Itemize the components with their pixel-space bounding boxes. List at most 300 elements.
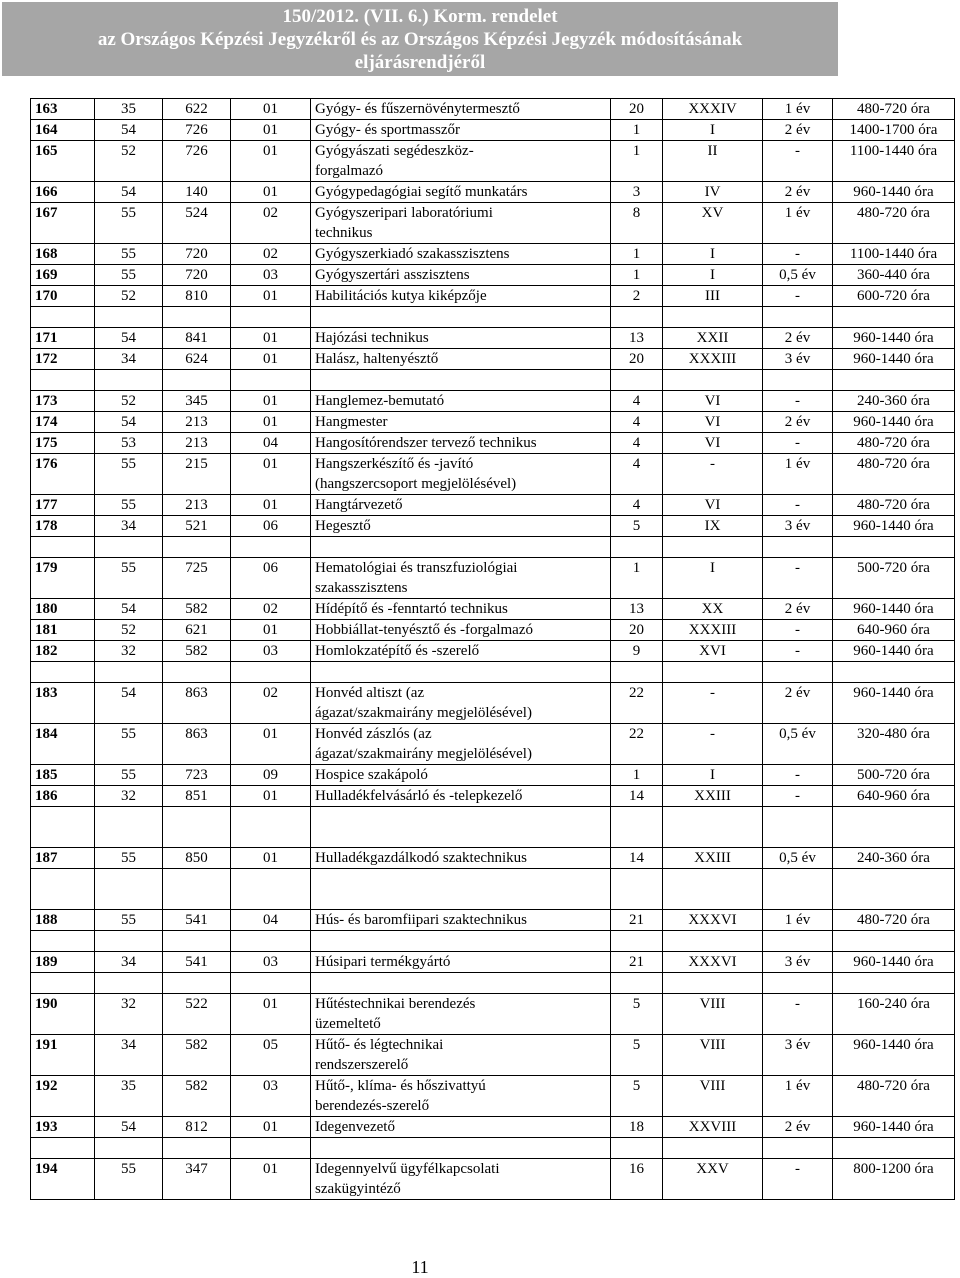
empty-cell <box>163 869 231 910</box>
table-row <box>31 765 955 786</box>
code-part-1: 32 <box>95 641 163 662</box>
code-part-2: 850 <box>163 848 231 869</box>
code-part-3: 01 <box>231 141 311 182</box>
row-number: 181 <box>31 620 95 641</box>
code-part-1: 52 <box>95 620 163 641</box>
duration: 2 év <box>763 599 833 620</box>
code-part-3: 04 <box>231 433 311 454</box>
hours-range: 960-1440 óra <box>833 683 955 724</box>
empty-cell <box>611 370 663 391</box>
hours-range: 480-720 óra <box>833 1076 955 1117</box>
hours-range: 480-720 óra <box>833 495 955 516</box>
duration: - <box>763 641 833 662</box>
table-row <box>31 349 955 370</box>
qualification-name <box>311 1035 611 1076</box>
qualification-name <box>311 454 611 495</box>
empty-cell <box>31 973 95 994</box>
sector-roman: XX <box>663 599 763 620</box>
code-part-3: 01 <box>231 120 311 141</box>
level-number: 1 <box>611 265 663 286</box>
hours-range: 960-1440 óra <box>833 952 955 973</box>
table-row <box>31 848 955 869</box>
level-number: 18 <box>611 1117 663 1138</box>
hours-range: 640-960 óra <box>833 620 955 641</box>
duration: 1 év <box>763 910 833 931</box>
empty-cell <box>95 807 163 848</box>
code-part-2: 213 <box>163 495 231 516</box>
code-part-2: 522 <box>163 994 231 1035</box>
sector-roman: VI <box>663 495 763 516</box>
code-part-1: 55 <box>95 203 163 244</box>
header-line-2: az Országos Képzési Jegyzékről és az Országos Képzési Jegyzék módosításának <box>97 29 743 50</box>
name-line: Gyógyászati segédeszköz- <box>315 143 474 159</box>
code-part-2: 582 <box>163 1035 231 1076</box>
table-row <box>31 1117 955 1138</box>
hours-range: 480-720 óra <box>833 433 955 454</box>
table-row <box>31 454 955 495</box>
code-part-1: 35 <box>95 99 163 120</box>
code-part-1: 52 <box>95 141 163 182</box>
code-part-1: 55 <box>95 848 163 869</box>
code-part-1: 55 <box>95 910 163 931</box>
level-number: 9 <box>611 641 663 662</box>
hours-range: 500-720 óra <box>833 558 955 599</box>
spacer-row <box>31 973 955 994</box>
empty-cell <box>163 662 231 683</box>
code-part-2: 521 <box>163 516 231 537</box>
level-number: 4 <box>611 412 663 433</box>
sector-roman: IV <box>663 182 763 203</box>
empty-cell <box>231 537 311 558</box>
hours-range: 1100-1440 óra <box>833 244 955 265</box>
qualification-name <box>311 391 611 412</box>
qualification-name <box>311 848 611 869</box>
hours-range: 960-1440 óra <box>833 516 955 537</box>
sector-roman: XXXVI <box>663 910 763 931</box>
code-part-1: 54 <box>95 599 163 620</box>
table-row <box>31 558 955 599</box>
hours-range: 960-1440 óra <box>833 328 955 349</box>
level-number: 22 <box>611 683 663 724</box>
hours-range: 1400-1700 óra <box>833 120 955 141</box>
qualification-name <box>311 182 611 203</box>
empty-cell <box>311 973 611 994</box>
empty-cell <box>763 931 833 952</box>
level-number: 1 <box>611 120 663 141</box>
empty-cell <box>833 307 955 328</box>
table-row <box>31 412 955 433</box>
code-part-1: 54 <box>95 328 163 349</box>
page-number: 11 <box>411 1257 429 1277</box>
row-number: 170 <box>31 286 95 307</box>
hours-range: 500-720 óra <box>833 765 955 786</box>
empty-cell <box>763 1138 833 1159</box>
empty-cell <box>663 869 763 910</box>
hours-range: 640-960 óra <box>833 786 955 807</box>
qualification-name <box>311 265 611 286</box>
duration: - <box>763 620 833 641</box>
code-part-3: 03 <box>231 641 311 662</box>
code-part-2: 810 <box>163 286 231 307</box>
name-line: ágazat/szakmairány megjelölésével) <box>315 746 532 762</box>
table-row <box>31 724 955 765</box>
sector-roman: XXXVI <box>663 952 763 973</box>
row-number: 165 <box>31 141 95 182</box>
code-part-3: 04 <box>231 910 311 931</box>
row-number: 167 <box>31 203 95 244</box>
code-part-2: 726 <box>163 141 231 182</box>
code-part-1: 54 <box>95 683 163 724</box>
empty-cell <box>311 537 611 558</box>
duration: 2 év <box>763 328 833 349</box>
sector-roman: XXXIII <box>663 349 763 370</box>
table-row <box>31 182 955 203</box>
duration: 2 év <box>763 1117 833 1138</box>
empty-cell <box>611 869 663 910</box>
empty-cell <box>163 973 231 994</box>
name-line: Hegesztő <box>315 518 371 534</box>
code-part-1: 54 <box>95 120 163 141</box>
code-part-3: 03 <box>231 952 311 973</box>
table-row <box>31 433 955 454</box>
duration: - <box>763 786 833 807</box>
sector-roman: I <box>663 265 763 286</box>
code-part-2: 863 <box>163 724 231 765</box>
empty-cell <box>663 307 763 328</box>
sector-roman: VIII <box>663 994 763 1035</box>
row-number: 189 <box>31 952 95 973</box>
duration: - <box>763 994 833 1035</box>
empty-cell <box>163 807 231 848</box>
duration: 3 év <box>763 349 833 370</box>
hours-range: 960-1440 óra <box>833 349 955 370</box>
name-line: Hangtárvezető <box>315 497 403 513</box>
hours-range: 480-720 óra <box>833 454 955 495</box>
code-part-1: 54 <box>95 182 163 203</box>
name-line: Honvéd altiszt (az <box>315 685 425 701</box>
code-part-1: 53 <box>95 433 163 454</box>
code-part-3: 02 <box>231 244 311 265</box>
code-part-2: 541 <box>163 910 231 931</box>
name-line: Gyógyszerkiadó szakasszisztens <box>315 246 510 262</box>
sector-roman: VI <box>663 391 763 412</box>
table-row <box>31 516 955 537</box>
code-part-3: 01 <box>231 182 311 203</box>
code-part-2: 863 <box>163 683 231 724</box>
qualification-name <box>311 786 611 807</box>
empty-cell <box>663 662 763 683</box>
empty-cell <box>163 1138 231 1159</box>
code-part-3: 01 <box>231 994 311 1035</box>
code-part-1: 55 <box>95 454 163 495</box>
code-part-3: 01 <box>231 328 311 349</box>
name-line: Idegennyelvű ügyfélkapcsolati <box>315 1161 500 1177</box>
name-line: Hobbiállat-tenyésztő és -forgalmazó <box>315 622 533 638</box>
qualification-name <box>311 910 611 931</box>
hours-range: 800-1200 óra <box>833 1159 955 1200</box>
empty-cell <box>663 537 763 558</box>
code-part-2: 720 <box>163 265 231 286</box>
empty-cell <box>31 370 95 391</box>
row-number: 173 <box>31 391 95 412</box>
qualification-name <box>311 141 611 182</box>
empty-cell <box>763 662 833 683</box>
duration: - <box>763 244 833 265</box>
header-line-1: 150/2012. (VII. 6.) Korm. rendelet <box>282 6 558 27</box>
row-number: 192 <box>31 1076 95 1117</box>
qualification-name <box>311 620 611 641</box>
sector-roman: VI <box>663 412 763 433</box>
table-row <box>31 1076 955 1117</box>
level-number: 4 <box>611 454 663 495</box>
name-line: Gyógyszertári asszisztens <box>315 267 470 283</box>
table-row <box>31 1159 955 1200</box>
name-line: Idegenvezető <box>315 1119 395 1135</box>
hours-range: 960-1440 óra <box>833 1117 955 1138</box>
level-number: 20 <box>611 349 663 370</box>
empty-cell <box>311 662 611 683</box>
name-line: Hangszerkészítő és -javító <box>315 456 474 472</box>
empty-cell <box>663 931 763 952</box>
row-number: 168 <box>31 244 95 265</box>
name-line: rendszerszerelő <box>315 1057 409 1073</box>
sector-roman: I <box>663 244 763 265</box>
row-number: 183 <box>31 683 95 724</box>
qualification-name <box>311 99 611 120</box>
level-number: 5 <box>611 516 663 537</box>
empty-cell <box>833 869 955 910</box>
code-part-2: 140 <box>163 182 231 203</box>
code-part-3: 01 <box>231 495 311 516</box>
empty-cell <box>663 807 763 848</box>
name-line: berendezés-szerelő <box>315 1098 430 1114</box>
sector-roman: - <box>663 683 763 724</box>
code-part-3: 01 <box>231 391 311 412</box>
table-row <box>31 952 955 973</box>
duration: 1 év <box>763 203 833 244</box>
duration: 0,5 év <box>763 848 833 869</box>
sector-roman: XXXIII <box>663 620 763 641</box>
code-part-1: 34 <box>95 1035 163 1076</box>
row-number: 187 <box>31 848 95 869</box>
duration: - <box>763 1159 833 1200</box>
sector-roman: VIII <box>663 1076 763 1117</box>
name-line: Hangmester <box>315 414 388 430</box>
empty-cell <box>311 931 611 952</box>
empty-cell <box>95 537 163 558</box>
sector-roman: III <box>663 286 763 307</box>
level-number: 1 <box>611 558 663 599</box>
row-number: 169 <box>31 265 95 286</box>
name-line: Gyógy- és fűszernövénytermesztő <box>315 101 520 117</box>
empty-cell <box>231 662 311 683</box>
row-number: 185 <box>31 765 95 786</box>
duration: 3 év <box>763 952 833 973</box>
table-row <box>31 141 955 182</box>
hours-range: 960-1440 óra <box>833 641 955 662</box>
row-number: 171 <box>31 328 95 349</box>
empty-cell <box>163 307 231 328</box>
code-part-2: 621 <box>163 620 231 641</box>
empty-cell <box>163 370 231 391</box>
code-part-2: 582 <box>163 641 231 662</box>
code-part-2: 812 <box>163 1117 231 1138</box>
row-number: 188 <box>31 910 95 931</box>
document-header <box>2 2 838 76</box>
hours-range: 960-1440 óra <box>833 1035 955 1076</box>
spacer-row <box>31 1138 955 1159</box>
empty-cell <box>231 931 311 952</box>
row-number: 194 <box>31 1159 95 1200</box>
duration: 3 év <box>763 1035 833 1076</box>
duration: 1 év <box>763 1076 833 1117</box>
level-number: 3 <box>611 182 663 203</box>
name-line: (hangszercsoport megjelölésével) <box>315 476 517 492</box>
table-row <box>31 286 955 307</box>
name-line: Hulladékfelvásárló és -telepkezelő <box>315 788 523 804</box>
code-part-1: 32 <box>95 786 163 807</box>
level-number: 1 <box>611 244 663 265</box>
duration: 2 év <box>763 683 833 724</box>
row-number: 176 <box>31 454 95 495</box>
sector-roman: I <box>663 558 763 599</box>
duration: 2 év <box>763 120 833 141</box>
empty-cell <box>231 307 311 328</box>
empty-cell <box>611 931 663 952</box>
level-number: 20 <box>611 99 663 120</box>
name-line: Hulladékgazdálkodó szaktechnikus <box>315 850 528 866</box>
level-number: 5 <box>611 994 663 1035</box>
name-line: szakasszisztens <box>315 580 408 596</box>
level-number: 13 <box>611 599 663 620</box>
empty-cell <box>163 537 231 558</box>
level-number: 16 <box>611 1159 663 1200</box>
empty-cell <box>611 1138 663 1159</box>
code-part-2: 541 <box>163 952 231 973</box>
table-row <box>31 786 955 807</box>
empty-cell <box>31 1138 95 1159</box>
code-part-3: 02 <box>231 203 311 244</box>
qualification-name <box>311 349 611 370</box>
duration: 0,5 év <box>763 265 833 286</box>
name-line: Hűtéstechnikai berendezés <box>315 996 476 1012</box>
duration: - <box>763 391 833 412</box>
table-body <box>31 99 955 1200</box>
code-part-1: 55 <box>95 265 163 286</box>
name-line: Hajózási technikus <box>315 330 429 346</box>
sector-roman: II <box>663 141 763 182</box>
code-part-3: 05 <box>231 1035 311 1076</box>
empty-cell <box>95 869 163 910</box>
name-line: Hematológiai és transzfuziológiai <box>315 560 518 576</box>
empty-cell <box>311 869 611 910</box>
code-part-3: 01 <box>231 454 311 495</box>
name-line: üzemeltető <box>315 1016 381 1032</box>
sector-roman: VI <box>663 433 763 454</box>
empty-cell <box>663 1138 763 1159</box>
empty-cell <box>611 807 663 848</box>
code-part-3: 06 <box>231 516 311 537</box>
empty-cell <box>231 973 311 994</box>
qualification-name <box>311 1159 611 1200</box>
sector-roman: XXIII <box>663 786 763 807</box>
table-row <box>31 620 955 641</box>
code-part-2: 345 <box>163 391 231 412</box>
level-number: 22 <box>611 724 663 765</box>
sector-roman: XV <box>663 203 763 244</box>
name-line: Hűtő- és légtechnikai <box>315 1037 444 1053</box>
code-part-1: 52 <box>95 286 163 307</box>
code-part-3: 02 <box>231 683 311 724</box>
row-number: 172 <box>31 349 95 370</box>
duration: 2 év <box>763 412 833 433</box>
hours-range: 480-720 óra <box>833 99 955 120</box>
code-part-3: 01 <box>231 286 311 307</box>
name-line: szakügyintéző <box>315 1181 401 1197</box>
table-row <box>31 99 955 120</box>
empty-cell <box>763 537 833 558</box>
code-part-1: 55 <box>95 1159 163 1200</box>
empty-cell <box>663 370 763 391</box>
level-number: 4 <box>611 495 663 516</box>
code-part-2: 213 <box>163 412 231 433</box>
duration: 0,5 év <box>763 724 833 765</box>
hours-range: 480-720 óra <box>833 203 955 244</box>
empty-cell <box>833 807 955 848</box>
qualification-name <box>311 244 611 265</box>
row-number: 163 <box>31 99 95 120</box>
table-row <box>31 1035 955 1076</box>
table-row <box>31 328 955 349</box>
code-part-3: 01 <box>231 786 311 807</box>
level-number: 21 <box>611 910 663 931</box>
code-part-1: 34 <box>95 952 163 973</box>
duration: 1 év <box>763 454 833 495</box>
sector-roman: I <box>663 120 763 141</box>
hours-range: 960-1440 óra <box>833 182 955 203</box>
qualification-name <box>311 1076 611 1117</box>
empty-cell <box>311 807 611 848</box>
qualification-name <box>311 286 611 307</box>
sector-roman: XXVIII <box>663 1117 763 1138</box>
sector-roman: IX <box>663 516 763 537</box>
level-number: 5 <box>611 1035 663 1076</box>
name-line: Gyógy- és sportmasszőr <box>315 122 460 138</box>
code-part-1: 55 <box>95 765 163 786</box>
level-number: 14 <box>611 848 663 869</box>
hours-range: 480-720 óra <box>833 910 955 931</box>
qualification-name <box>311 203 611 244</box>
empty-cell <box>231 1138 311 1159</box>
empty-cell <box>833 662 955 683</box>
duration: 1 év <box>763 99 833 120</box>
hours-range: 240-360 óra <box>833 391 955 412</box>
qualification-name <box>311 724 611 765</box>
duration: 3 év <box>763 516 833 537</box>
table-row <box>31 994 955 1035</box>
code-part-2: 582 <box>163 1076 231 1117</box>
table-row <box>31 599 955 620</box>
table-row <box>31 120 955 141</box>
code-part-2: 851 <box>163 786 231 807</box>
table-row <box>31 265 955 286</box>
duration: - <box>763 765 833 786</box>
empty-cell <box>663 973 763 994</box>
empty-cell <box>611 307 663 328</box>
empty-cell <box>95 662 163 683</box>
spacer-row <box>31 807 955 848</box>
table-row <box>31 641 955 662</box>
